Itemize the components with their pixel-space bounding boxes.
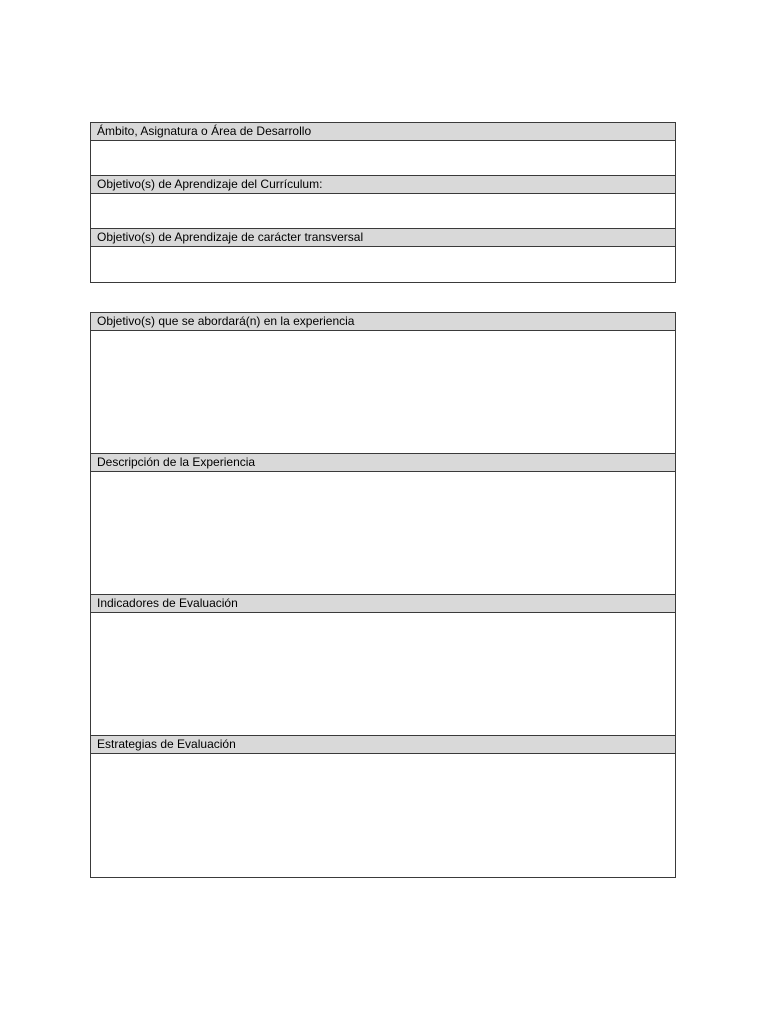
experience-table [90, 312, 676, 878]
curriculum-table [90, 122, 676, 283]
field-descripcion-experiencia[interactable] [91, 472, 675, 595]
header-objetivos-transversal: Objetivo(s) de Aprendizaje de carácter transversal [91, 229, 675, 247]
header-descripcion-experiencia: Descripción de la Experiencia [91, 454, 675, 472]
header-ambito-asignatura: Ámbito, Asignatura o Área de Desarrollo [91, 123, 675, 141]
field-objetivos-transversal[interactable] [91, 247, 675, 282]
header-objetivos-experiencia: Objetivo(s) que se abordará(n) en la experiencia [91, 313, 675, 331]
field-objetivos-curriculum[interactable] [91, 194, 675, 229]
field-ambito-asignatura[interactable] [91, 141, 675, 176]
header-estrategias-evaluacion: Estrategias de Evaluación [91, 736, 675, 754]
field-objetivos-experiencia[interactable] [91, 331, 675, 454]
header-indicadores-evaluacion: Indicadores de Evaluación [91, 595, 675, 613]
header-objetivos-curriculum: Objetivo(s) de Aprendizaje del Currículum: [91, 176, 675, 194]
field-estrategias-evaluacion[interactable] [91, 754, 675, 877]
field-indicadores-evaluacion[interactable] [91, 613, 675, 736]
